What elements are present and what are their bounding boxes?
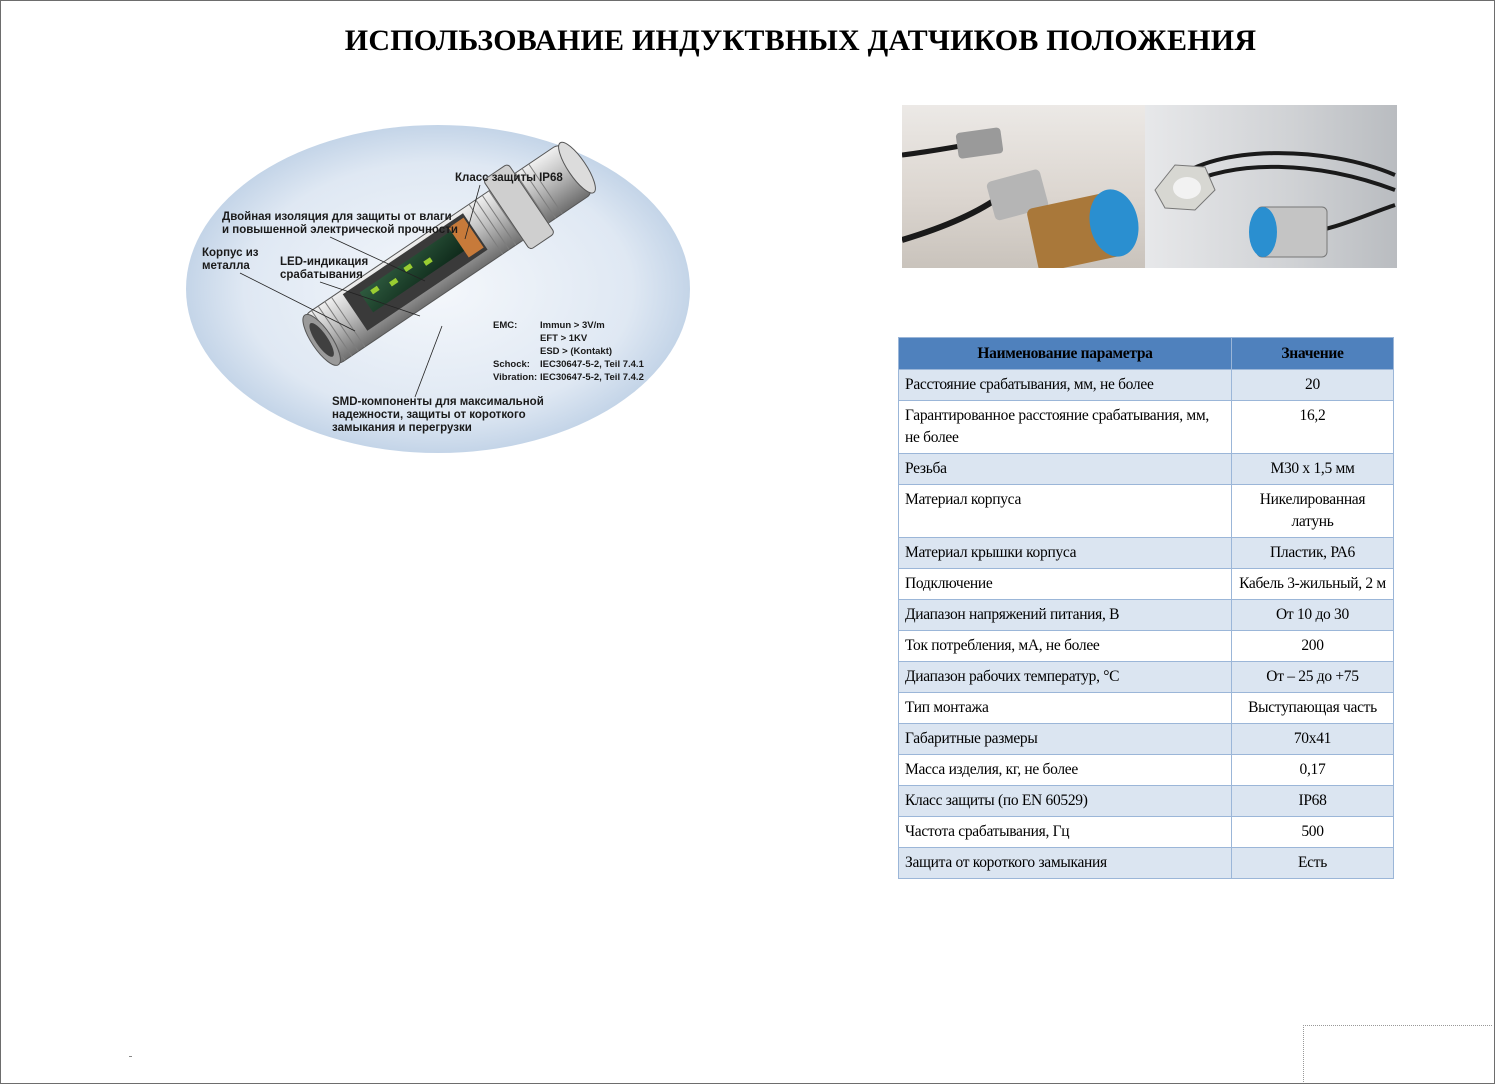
param-value: От 10 до 30 [1232,600,1394,631]
spec-value: EFT > 1KV [540,333,588,344]
table-row [899,569,1394,600]
label-protection-class: Класс защиты IP68 [455,172,563,184]
param-name: Диапазон рабочих температур, °С [899,662,1232,693]
table-row [899,786,1394,817]
param-value: Кабель 3-жильный, 2 м [1232,569,1394,600]
page-mark [129,1056,132,1057]
table-row [899,485,1394,538]
leader-lines [180,121,692,457]
label-metal-housing: Корпус из металла [202,247,259,272]
spec-key: Schock: [493,359,530,370]
param-value: Выступающая часть [1232,693,1394,724]
spec-value: IEC30647-5-2, Teil 7.4.2 [540,372,644,383]
param-value: IP68 [1232,786,1394,817]
table-row [899,755,1394,786]
corner-frame [1303,1025,1492,1082]
param-name: Тип монтажа [899,693,1232,724]
sensor-cable-illustration [1145,105,1397,268]
table-row [899,662,1394,693]
table-row [899,370,1394,401]
table-row [899,454,1394,485]
table-row [899,600,1394,631]
param-value: 70х41 [1232,724,1394,755]
table-row [899,693,1394,724]
param-value: Есть [1232,848,1394,879]
table-row [899,401,1394,454]
param-value: 0,17 [1232,755,1394,786]
table-row [899,631,1394,662]
param-name: Частота срабатывания, Гц [899,817,1232,848]
param-name: Материал крышки корпуса [899,538,1232,569]
param-value: 200 [1232,631,1394,662]
table-row [899,538,1394,569]
param-value: 16,2 [1232,401,1394,454]
spec-value: IEC30647-5-2, Teil 7.4.1 [540,359,644,370]
header-value: Значение [1232,338,1394,370]
spec-key: EMC: [493,320,518,331]
param-value: 20 [1232,370,1394,401]
param-value: От – 25 до +75 [1232,662,1394,693]
param-value: 500 [1232,817,1394,848]
param-name: Защита от короткого замыкания [899,848,1232,879]
table-header-row [899,338,1394,370]
param-name: Материал корпуса [899,485,1232,538]
param-name: Гарантированное расстояние срабатывания, мм, не более [899,401,1232,454]
param-name: Габаритные размеры [899,724,1232,755]
label-led-indication: LED-индикация срабатывания [280,256,369,281]
param-name: Подключение [899,569,1232,600]
param-value: Пластик, РА6 [1232,538,1394,569]
table-row [899,724,1394,755]
param-name: Резьба [899,454,1232,485]
param-value: М30 х 1,5 мм [1232,454,1394,485]
param-value: Никелированная латунь [1232,485,1394,538]
page-title: ИСПОЛЬЗОВАНИЕ ИНДУКТВНЫХ ДАТЧИКОВ ПОЛОЖЕНИЯ [344,24,1257,57]
param-name: Диапазон напряжений питания, В [899,600,1232,631]
param-name: Класс защиты (по EN 60529) [899,786,1232,817]
spec-key: Vibration: [493,372,538,383]
sensor-cutaway-diagram [180,121,692,457]
sensor-photo-group [902,105,1145,268]
header-parameter: Наименование параметра [899,338,1232,370]
param-name: Масса изделия, кг, не более [899,755,1232,786]
label-double-insulation: Двойная изоляция для защиты от влаги и повышенной электрической прочности [222,211,458,236]
sensor-cable-photo [1145,105,1397,268]
table-row [899,817,1394,848]
spec-value: Immun > 3V/m [540,320,605,331]
param-name: Расстояние срабатывания, мм, не более [899,370,1232,401]
sensor-photo-illustration [902,105,1145,268]
spec-table [898,337,1394,879]
param-name: Ток потребления, мА, не более [899,631,1232,662]
table-row [899,848,1394,879]
spec-value: ESD > (Kontakt) [540,346,613,357]
label-smd-components: SMD-компоненты для максимальной надежности, защиты от короткого замыкания и перегрузки [332,396,544,434]
